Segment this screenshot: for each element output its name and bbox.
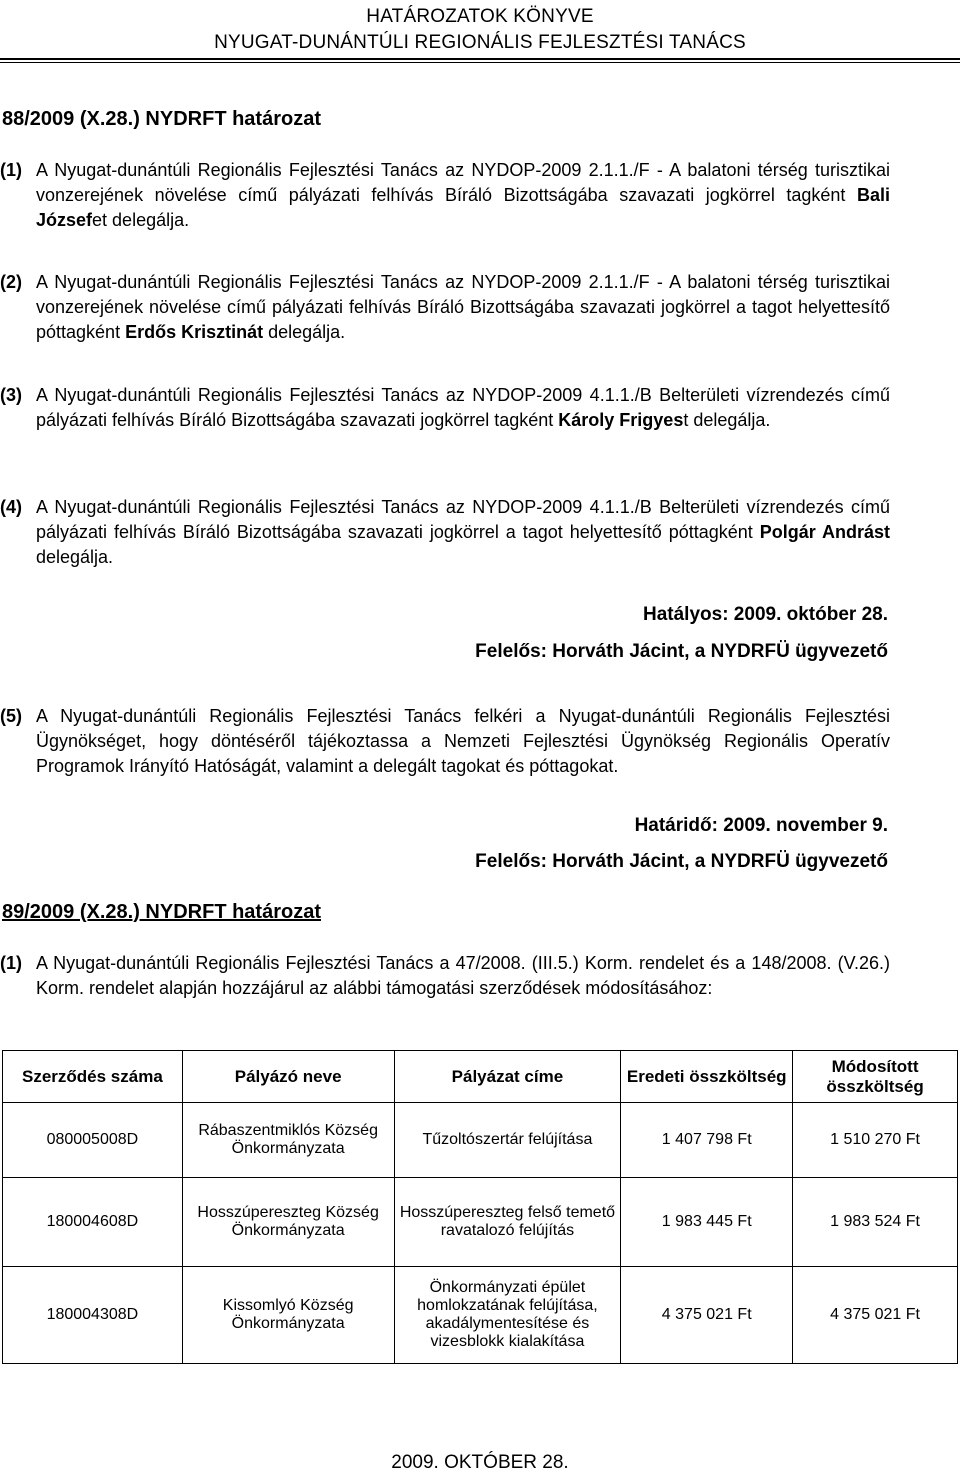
column-header-modified-cost: Módosított összköltség	[793, 1051, 958, 1103]
applicant-cell: Kissomlyó Község Önkormányzata	[182, 1267, 394, 1364]
item-text: A Nyugat-dunántúli Regionális Fejlesztési Tanács felkéri a Nyugat-dunántúli Regionális Fejlesztési Ügynökséget, hogy döntéséről tájékoztassa a Nemzeti Fejlesztési Ügynökség Regionális Operatív Programok Irányító Hatóságát, valamint a delegált tagokat és póttagokat.	[36, 706, 890, 776]
item-number: (2)	[0, 272, 22, 292]
original-cost-cell: 4 375 021 Ft	[621, 1267, 793, 1364]
resolution-88-item-1	[0, 158, 890, 233]
modified-cost-cell: 1 510 270 Ft	[793, 1103, 958, 1178]
page-footer-date: 2009. OKTÓBER 28.	[391, 1452, 569, 1473]
item-number: (1)	[0, 953, 22, 973]
contract-number-cell: 180004308D	[3, 1267, 183, 1364]
resolution-88-item-2	[0, 270, 890, 345]
column-header-project-title: Pályázat címe	[394, 1051, 621, 1103]
deadline: Határidő: 2009. november 9.	[634, 815, 888, 836]
item-text-end: t delegálja.	[683, 410, 771, 430]
item-text: A Nyugat-dunántúli Regionális Fejlesztési Tanács az NYDOP-2009 2.1.1./F - A balatoni térség turisztikai vonzerejének növelése című pályázati felhívás Bíráló Bizottságába szavazati jogkörrel a tagot helyettesítő póttagként	[36, 272, 890, 342]
responsible-person: Felelős: Horváth Jácint, a NYDRFÜ ügyvezető	[475, 641, 888, 662]
resolution-89-item-1	[0, 951, 890, 1001]
effective-date: Hatályos: 2009. október 28.	[643, 604, 888, 625]
item-text: A Nyugat-dunántúli Regionális Fejlesztési Tanács az NYDOP-2009 2.1.1./F - A balatoni térség turisztikai vonzerejének növelése című pályázati felhívás Bíráló Bizottságába szavazati jogkörrel tagként	[36, 160, 890, 205]
header-divider	[0, 58, 960, 60]
item-text: A Nyugat-dunántúli Regionális Fejlesztési Tanács a 47/2008. (III.5.) Korm. rendelet és a 148/2008. (V.26.) Korm. rendelet alapján hozzájárul az alábbi támogatási szerződések módosításához:	[36, 953, 890, 998]
table-row	[3, 1178, 958, 1267]
column-header-contract-number: Szerződés száma	[3, 1051, 183, 1103]
item-text: A Nyugat-dunántúli Regionális Fejlesztési Tanács az NYDOP-2009 4.1.1./B Belterületi vízrendezés című pályázati felhívás Bíráló Bizottságába szavazati jogkörrel a tagot helyettesítő póttagként	[36, 497, 890, 542]
contract-number-cell: 080005008D	[3, 1103, 183, 1178]
contract-number-cell: 180004608D	[3, 1178, 183, 1267]
delegate-name: Polgár Andrást	[759, 522, 890, 542]
item-number: (4)	[0, 497, 22, 517]
item-number: (5)	[0, 706, 22, 726]
resolution-88-item-5	[0, 704, 890, 779]
resolution-89-title: 89/2009 (X.28.) NYDRFT határozat	[2, 901, 321, 923]
original-cost-cell: 1 407 798 Ft	[621, 1103, 793, 1178]
item-text-end: et delegálja.	[92, 210, 190, 230]
delegate-name: Károly Frigyes	[558, 410, 684, 430]
original-cost-cell: 1 983 445 Ft	[621, 1178, 793, 1267]
project-title-cell: Hosszúpereszteg felső temető ravatalozó felújítás	[394, 1178, 621, 1267]
header-divider-thin	[0, 62, 960, 63]
document-header-title: HATÁROZATOK KÖNYVE	[366, 6, 594, 27]
applicant-cell: Hosszúpereszteg Község Önkormányzata	[182, 1178, 394, 1267]
item-number: (1)	[0, 160, 22, 180]
item-text-end: delegálja.	[263, 322, 346, 342]
item-number: (3)	[0, 385, 22, 405]
modified-cost-cell: 1 983 524 Ft	[793, 1178, 958, 1267]
item-text: A Nyugat-dunántúli Regionális Fejlesztési Tanács az NYDOP-2009 4.1.1./B Belterületi vízrendezés című pályázati felhívás Bíráló Bizottságába szavazati jogkörrel tagként	[36, 385, 890, 430]
applicant-cell: Rábaszentmiklós Község Önkormányzata	[182, 1103, 394, 1178]
grant-modification-table	[2, 1050, 958, 1364]
delegate-name: Bali József	[36, 185, 890, 230]
item-text-end: delegálja.	[36, 547, 114, 567]
table-header-row	[3, 1051, 958, 1103]
delegate-name: Erdős Krisztinát	[125, 322, 264, 342]
document-header-subtitle: NYUGAT-DUNÁNTÚLI REGIONÁLIS FEJLESZTÉSI TANÁCS	[214, 32, 746, 53]
resolution-88-item-3	[0, 383, 890, 433]
project-title-cell: Tűzoltószertár felújítása	[394, 1103, 621, 1178]
responsible-person-2: Felelős: Horváth Jácint, a NYDRFÜ ügyvezető	[475, 851, 888, 872]
project-title-cell: Önkormányzati épület homlokzatának felújítása, akadálymentesítése és vizesblokk kialakítása	[394, 1267, 621, 1364]
resolution-88-title: 88/2009 (X.28.) NYDRFT határozat	[2, 108, 321, 130]
table-row	[3, 1267, 958, 1364]
column-header-original-cost: Eredeti összköltség	[621, 1051, 793, 1103]
modified-cost-cell: 4 375 021 Ft	[793, 1267, 958, 1364]
resolution-88-item-4	[0, 495, 890, 570]
table-row	[3, 1103, 958, 1178]
column-header-applicant: Pályázó neve	[182, 1051, 394, 1103]
